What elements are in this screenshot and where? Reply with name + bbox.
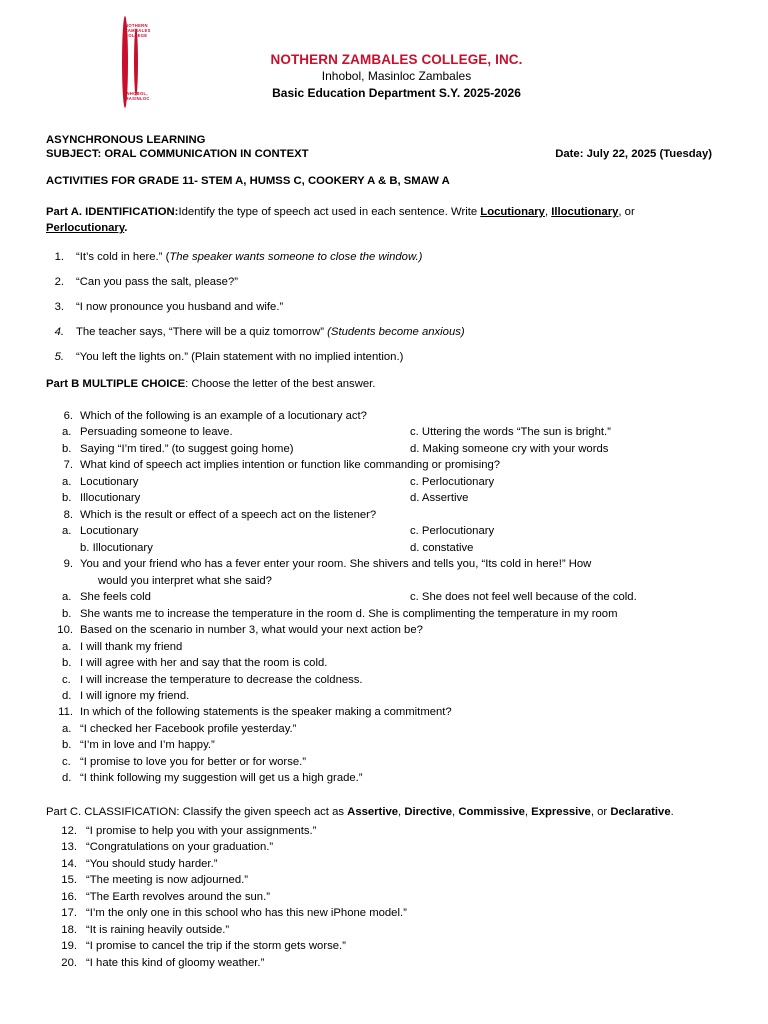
item-number: 2. [54, 275, 64, 288]
part-a-period: . [124, 222, 128, 235]
item-text: “Congratulations on your graduation.” [86, 841, 274, 854]
list-item [46, 823, 720, 839]
seal-outer-ring [134, 28, 138, 96]
option-text-left: I will thank my friend [80, 640, 183, 653]
option-row [46, 523, 720, 539]
item-number: 17. [61, 907, 77, 920]
part-b-questions [46, 408, 720, 787]
option-text-left: Saying “I’m tired.” (to suggest going home) [80, 442, 294, 455]
part-c-joiner-1: , [398, 805, 405, 818]
item-number: 15. [61, 874, 77, 887]
question-number: 10. [57, 624, 73, 637]
part-a-heading [46, 204, 720, 237]
question-text: In which of the following statements is the speaker making a commitment? [80, 706, 452, 719]
option-text-left: She feels cold [80, 591, 151, 604]
option-letter: a. [62, 640, 72, 653]
school-name: NOTHERN ZAMBALES COLLEGE, INC. [270, 52, 523, 67]
option-row [46, 606, 720, 622]
list-item [46, 872, 720, 888]
list-item [46, 301, 720, 313]
spacer [46, 573, 80, 589]
document-header [0, 0, 768, 108]
item-text: “It is raining heavily outside.” [86, 923, 230, 936]
item-number: 20. [61, 956, 77, 969]
list-item [46, 276, 720, 288]
activities-line: ACTIVITIES FOR GRADE 11- STEM A, HUMSS C, COOKERY A & B, SMAW A [46, 175, 450, 187]
option-text-right: d. constative [410, 541, 474, 554]
question-text: Which is the result or effect of a speech act on the listener? [80, 508, 377, 521]
question-row [46, 622, 720, 638]
option-letter: b. [62, 657, 72, 670]
part-c-items [46, 823, 720, 971]
part-c-term-declarative: Declarative [610, 805, 671, 818]
list-item [46, 839, 720, 855]
option-text-right: d. Making someone cry with your words [410, 442, 609, 455]
item-text-plain: “It’s cold in here.” ( [76, 250, 170, 263]
question-text: Based on the scenario in number 3, what would your next action be? [80, 624, 423, 637]
item-number: 12. [61, 824, 77, 837]
part-c-joiner-2: , [452, 805, 459, 818]
question-row [46, 408, 720, 424]
question-text: Which of the following is an example of a locutionary act? [80, 409, 367, 422]
date-line: Date: July 22, 2025 (Tuesday) [555, 148, 712, 160]
meta-block [46, 134, 720, 187]
subject-line: SUBJECT: ORAL COMMUNICATION IN CONTEXT [46, 148, 309, 160]
option-row [46, 688, 720, 704]
list-item [46, 889, 720, 905]
option-letter: d. [62, 689, 72, 702]
item-text-plain: “Can you pass the salt, please?” [76, 275, 239, 288]
question-text-continued: would you interpret what she said? [98, 574, 272, 587]
option-letter: b. [62, 607, 72, 620]
option-row [46, 639, 720, 655]
option-text-left: Locutionary [80, 525, 139, 538]
item-text-plain: “You left the lights on.” (Plain statement with no implied intention.) [76, 350, 404, 363]
option-row [46, 424, 720, 440]
question-number: 9. [63, 558, 73, 571]
part-c-term-directive: Directive [404, 805, 453, 818]
option-text-right: c. Perlocutionary [410, 475, 495, 488]
question-number: 11. [58, 706, 73, 719]
item-text-plain: “I now pronounce you husband and wife.” [76, 300, 284, 313]
part-a-sep-1: , [544, 206, 552, 218]
option-text-right: c. Uttering the words “The sun is bright.” [410, 426, 611, 439]
option-letter [46, 540, 80, 556]
option-row [46, 672, 720, 688]
item-text: “I’m the only one in this school who has this new iPhone model.” [86, 907, 407, 920]
question-row [46, 507, 720, 523]
list-item [46, 351, 720, 363]
option-letter: a. [62, 475, 72, 488]
option-text-left: I will agree with her and say that the room is cold. [80, 657, 328, 670]
item-number: 3. [54, 300, 64, 313]
list-item [46, 251, 720, 263]
part-c-term-assertive: Assertive [347, 805, 399, 818]
subject-date-row [46, 146, 720, 160]
item-text: “I promise to cancel the trip if the storm gets worse.” [86, 940, 346, 953]
item-text: “The Earth revolves around the sun.” [86, 890, 270, 903]
option-letter-inline: b. [80, 541, 90, 554]
option-letter: c. [62, 673, 71, 686]
question-row [46, 556, 720, 572]
option-row [46, 490, 720, 506]
part-a-term-perlocutionary: Perlocutionary [46, 222, 125, 235]
item-number: 5. [54, 350, 64, 363]
option-letter: c. [62, 755, 71, 768]
item-text [76, 301, 720, 313]
question-number: 8. [63, 508, 73, 521]
option-text-right: d. Assertive [410, 492, 469, 505]
part-a-term-locutionary: Locutionary [480, 206, 545, 218]
option-row [46, 474, 720, 490]
item-text-italic: The speaker wants someone to close the window.) [169, 250, 423, 263]
part-a-items [46, 251, 720, 363]
item-text: “I promise to help you with your assignments.” [86, 824, 317, 837]
part-c-heading [46, 806, 720, 818]
list-item [46, 922, 720, 938]
part-c-period: . [670, 805, 674, 818]
item-text [76, 251, 720, 263]
option-text-left: Locutionary [80, 475, 139, 488]
option-row [46, 721, 720, 737]
part-a-instruction-1: Identify the type of speech act used in each sentence. Write [178, 206, 481, 218]
part-b-label: Part B MULTIPLE CHOICE [46, 377, 186, 390]
item-text: “The meeting is now adjourned.” [86, 874, 249, 887]
school-department: Basic Education Department S.Y. 2025-2026 [272, 86, 521, 100]
option-text-right: c. Perlocutionary [410, 525, 495, 538]
option-body: Illocutionary [92, 541, 153, 554]
list-item [46, 955, 720, 971]
option-letter: a. [62, 591, 72, 604]
option-row [46, 589, 720, 605]
question-text: What kind of speech act implies intention or function like commanding or promising? [80, 459, 501, 472]
option-text-left: “I promise to love you for better or for worse.” [80, 755, 307, 768]
part-c-lead: Part C. CLASSIFICATION: Classify the given speech act as [46, 805, 348, 818]
question-row [46, 704, 720, 720]
part-c-joiner-or: , or [590, 805, 611, 818]
part-c-joiner-3: , [524, 805, 532, 818]
item-number: 18. [61, 923, 77, 936]
option-text-left: I will increase the temperature to decrease the coldness. [80, 673, 363, 686]
option-text-left: “I checked her Facebook profile yesterday.” [80, 722, 297, 735]
option-letter: b. [62, 492, 72, 505]
item-number: 14. [61, 857, 77, 870]
option-letter: d. [62, 772, 72, 785]
list-item [46, 905, 720, 921]
question-number: 7. [63, 459, 73, 472]
item-number: 16. [61, 890, 77, 903]
item-text: “I hate this kind of gloomy weather.” [86, 956, 265, 969]
item-text-italic: (Students become anxious) [327, 325, 465, 338]
option-row [46, 540, 720, 556]
option-row [46, 770, 720, 786]
part-a-label: Part A. IDENTIFICATION: [46, 206, 179, 218]
question-number: 6. [63, 409, 73, 422]
option-letter: b. [62, 739, 72, 752]
option-row [46, 754, 720, 770]
document-body [0, 134, 768, 971]
option-row [46, 737, 720, 753]
learning-mode: ASYNCHRONOUS LEARNING [46, 134, 206, 146]
option-text-left: Illocutionary [80, 492, 141, 505]
option-letter: a. [62, 722, 72, 735]
item-text [76, 351, 720, 363]
part-a-sep-2: , or [618, 206, 635, 218]
option-text-left: Persuading someone to leave. [80, 426, 233, 439]
option-text-left: “I think following my suggestion will get us a high grade.” [80, 772, 363, 785]
question-row-continued [46, 573, 720, 589]
part-c-term-expressive: Expressive [531, 805, 591, 818]
question-text: You and your friend who has a fever enter your room. She shivers and tells you, “Its cold in here!” How [80, 558, 592, 571]
item-text [76, 326, 720, 338]
option-letter: a. [62, 525, 72, 538]
part-a-term-illocutionary: Illocutionary [551, 206, 619, 218]
option-text-left: “I’m in love and I’m happy.” [80, 739, 215, 752]
item-number: 13. [61, 841, 77, 854]
option-text-left [80, 540, 410, 556]
item-number: 1. [54, 250, 64, 263]
option-text-left: I will ignore my friend. [80, 689, 190, 702]
part-c-term-commissive: Commissive [458, 805, 525, 818]
item-number: 19. [61, 940, 77, 953]
list-item [46, 938, 720, 954]
part-b-heading [46, 378, 720, 390]
part-b-instruction: : Choose the letter of the best answer. [185, 377, 376, 390]
option-text-left: She wants me to increase the temperature in the room d. She is complimenting the temperature in my room [80, 607, 618, 620]
school-address: Inhobol, Masinloc Zambales [321, 69, 472, 83]
logo-container [0, 16, 151, 108]
option-row [46, 441, 720, 457]
item-text: “You should study harder.” [86, 857, 218, 870]
option-letter: a. [62, 426, 72, 439]
item-text [76, 276, 720, 288]
option-letter: b. [62, 442, 72, 455]
school-seal-icon: NOTHERN ZAMBALES COLLEGE INHOBOL, MASINLOC [122, 16, 128, 108]
option-row [46, 655, 720, 671]
header-text-block [125, 16, 768, 100]
list-item [46, 326, 720, 338]
question-row [46, 457, 720, 473]
list-item [46, 856, 720, 872]
option-text-right: c. She does not feel well because of the cold. [410, 591, 637, 604]
item-number: 4. [54, 325, 64, 338]
item-text-plain: The teacher says, “There will be a quiz tomorrow” [76, 325, 328, 338]
